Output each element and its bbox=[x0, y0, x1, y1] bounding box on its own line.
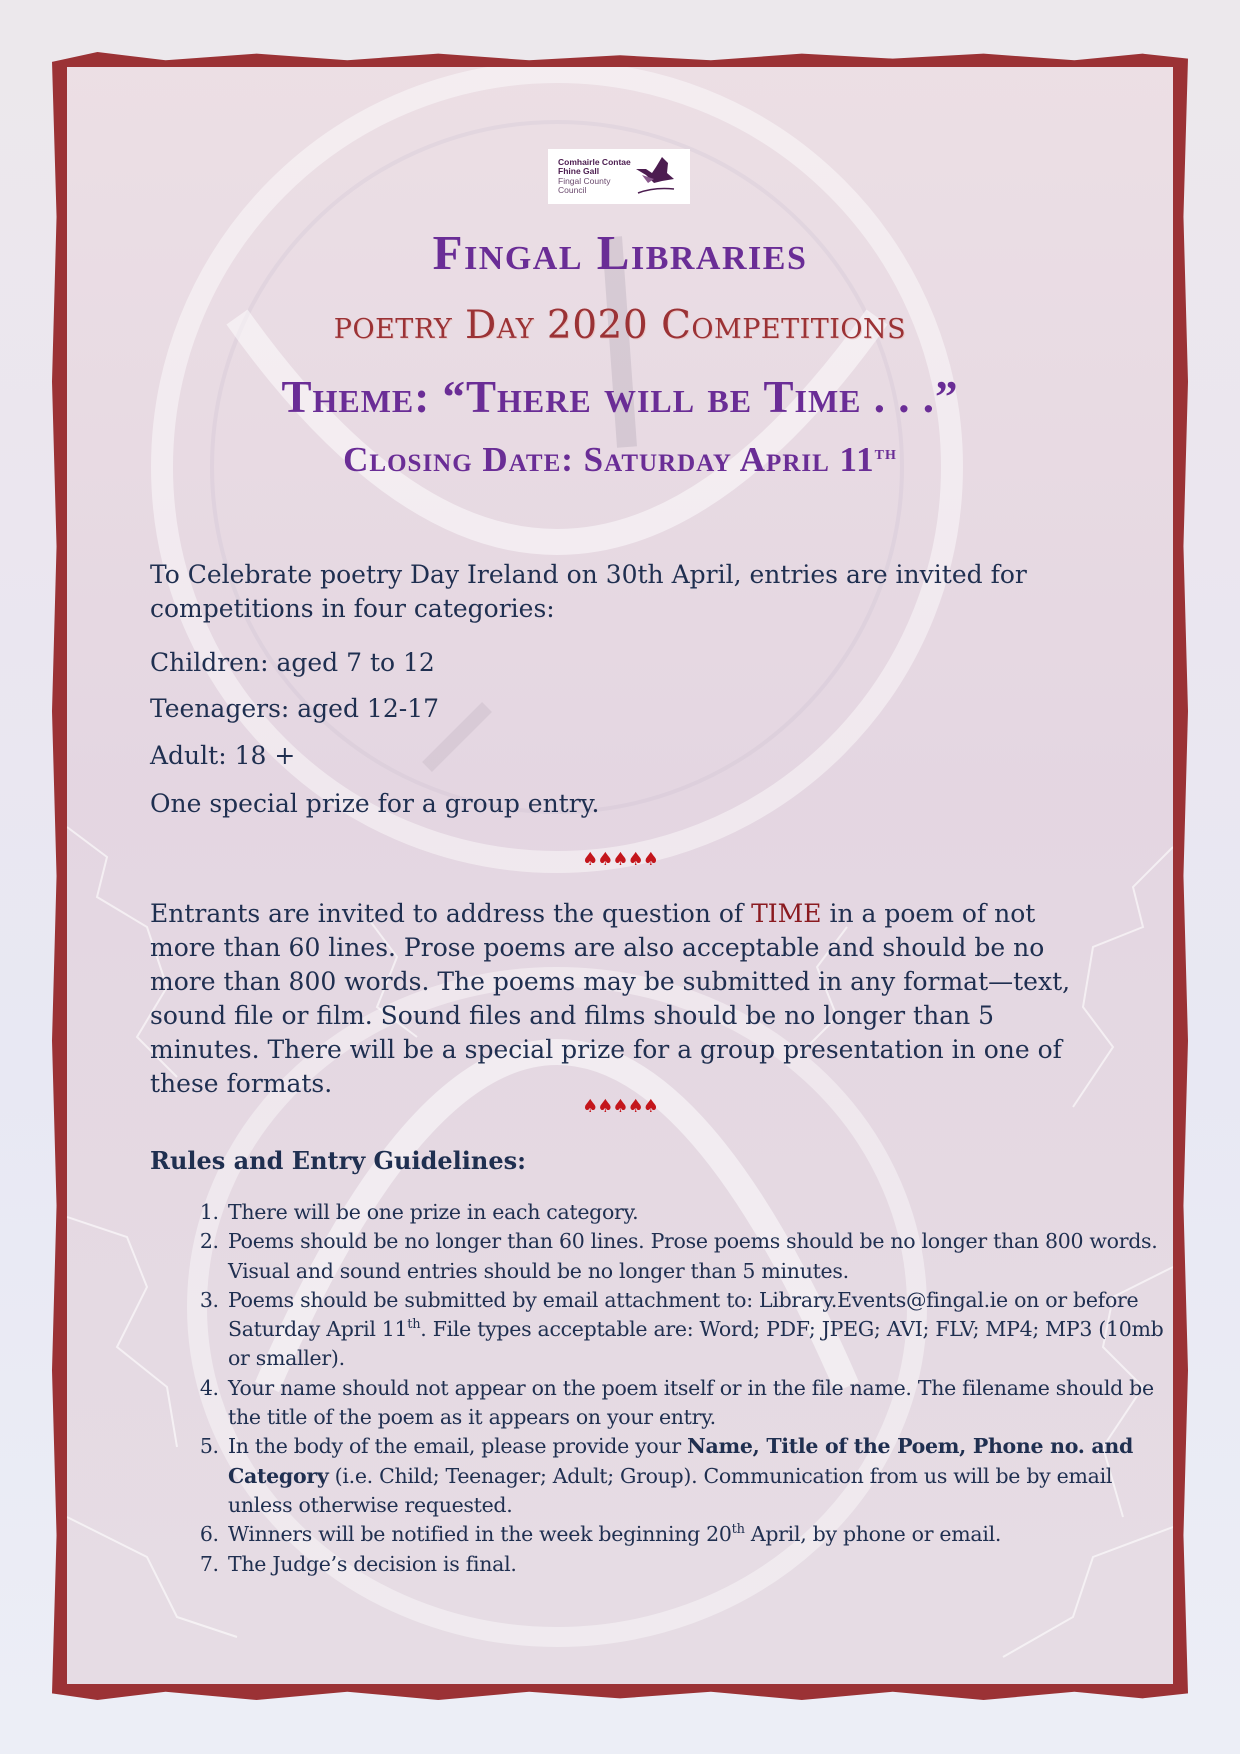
closing-date-text: Closing Date: Saturday April 11 bbox=[343, 440, 875, 479]
description-text-end: in a poem of not more than 60 lines. Prose poems are also acceptable and should be no more than 800 words. The poems may be submitted in any format—text, sound file or film. Sound files and films should be no longer than 5 minutes. There will be a special prize for a group presentation in one of these formats. bbox=[150, 899, 1071, 1098]
rules-heading: Rules and Entry Guidelines: bbox=[150, 1146, 526, 1175]
rules-list bbox=[150, 1198, 1165, 1579]
rule-5-text-b: (i.e. Child; Teenager; Adult; Group). Communication from us will be by email unless otherwise requested. bbox=[228, 1463, 1113, 1517]
logo-line-2: Fhine Gall bbox=[558, 166, 600, 176]
fingal-county-council-logo bbox=[548, 149, 690, 204]
logo-line-4: Council bbox=[558, 185, 587, 195]
intro-paragraph: To Celebrate poetry Day Ireland on 30th April, entries are invited for competitions in four categories: bbox=[150, 560, 1027, 623]
rule-6-sup: th bbox=[731, 1522, 745, 1538]
rule-5-text-a: In the body of the email, please provide your bbox=[228, 1434, 688, 1459]
category-children: Children: aged 7 to 12 bbox=[150, 648, 435, 677]
category-teenagers: Teenagers: aged 12-17 bbox=[150, 694, 440, 723]
description-paragraph bbox=[150, 897, 1090, 1101]
rule-item-2: 2. Poems should be no longer than 60 lines. Prose poems should be no longer than 800 words. Visual and sound entries should be no longer than 5 minutes. bbox=[225, 1227, 1165, 1286]
competition-subtitle: poetry Day 2020 Competitions bbox=[333, 303, 907, 348]
category-adult: Adult: 18 + bbox=[150, 741, 296, 770]
logo-line-1: Comhairle Contae bbox=[558, 156, 631, 167]
theme-heading: Theme: “There will be Time . . .” bbox=[281, 372, 959, 422]
bird-emblem-icon bbox=[632, 155, 678, 197]
spade-divider-1: ♠♠♠♠♠ bbox=[582, 849, 658, 870]
rule-3-text-a: Poems should be submitted by email attachment to: Library.Events@fingal.ie on or before Saturday April 11 bbox=[228, 1287, 1139, 1342]
rule-item-4: 4. Your name should not appear on the poem itself or in the file name. The filename should be the title of the poem as it appears on your entry. bbox=[225, 1374, 1165, 1433]
rule-3-text-b: . File types acceptable are: Word; PDF; JPEG; AVI; FLV; MP4; MP3 (10mb or smaller). bbox=[228, 1317, 1164, 1371]
page-title: Fingal Libraries bbox=[432, 225, 808, 280]
rule-item-5 bbox=[225, 1432, 1165, 1520]
category-group: One special prize for a group entry. bbox=[150, 789, 600, 818]
spade-divider-2: ♠♠♠♠♠ bbox=[582, 1096, 658, 1117]
rule-item-6 bbox=[225, 1520, 1165, 1549]
rule-item-1: 1. There will be one prize in each category. bbox=[225, 1198, 1165, 1227]
rule-5-bold: Name, Title of the Poem, Phone no. and Category bbox=[228, 1434, 1134, 1488]
rule-3-sup: th bbox=[407, 1317, 421, 1333]
closing-date-heading bbox=[67, 440, 1173, 480]
rule-6-text-a: Winners will be notified in the week beginning 20 bbox=[228, 1522, 732, 1547]
description-text-start: Entrants are invited to address the question of bbox=[150, 899, 752, 928]
closing-date-suffix: th bbox=[874, 442, 897, 464]
rule-6-text-b: April, by phone or email. bbox=[744, 1522, 1002, 1547]
logo-line-3: Fingal County bbox=[558, 175, 611, 186]
rule-item-3 bbox=[225, 1286, 1165, 1374]
logo-text bbox=[558, 158, 631, 196]
rule-item-7: 7. The Judge’s decision is final. bbox=[225, 1550, 1165, 1579]
time-highlight: TIME bbox=[751, 899, 822, 928]
